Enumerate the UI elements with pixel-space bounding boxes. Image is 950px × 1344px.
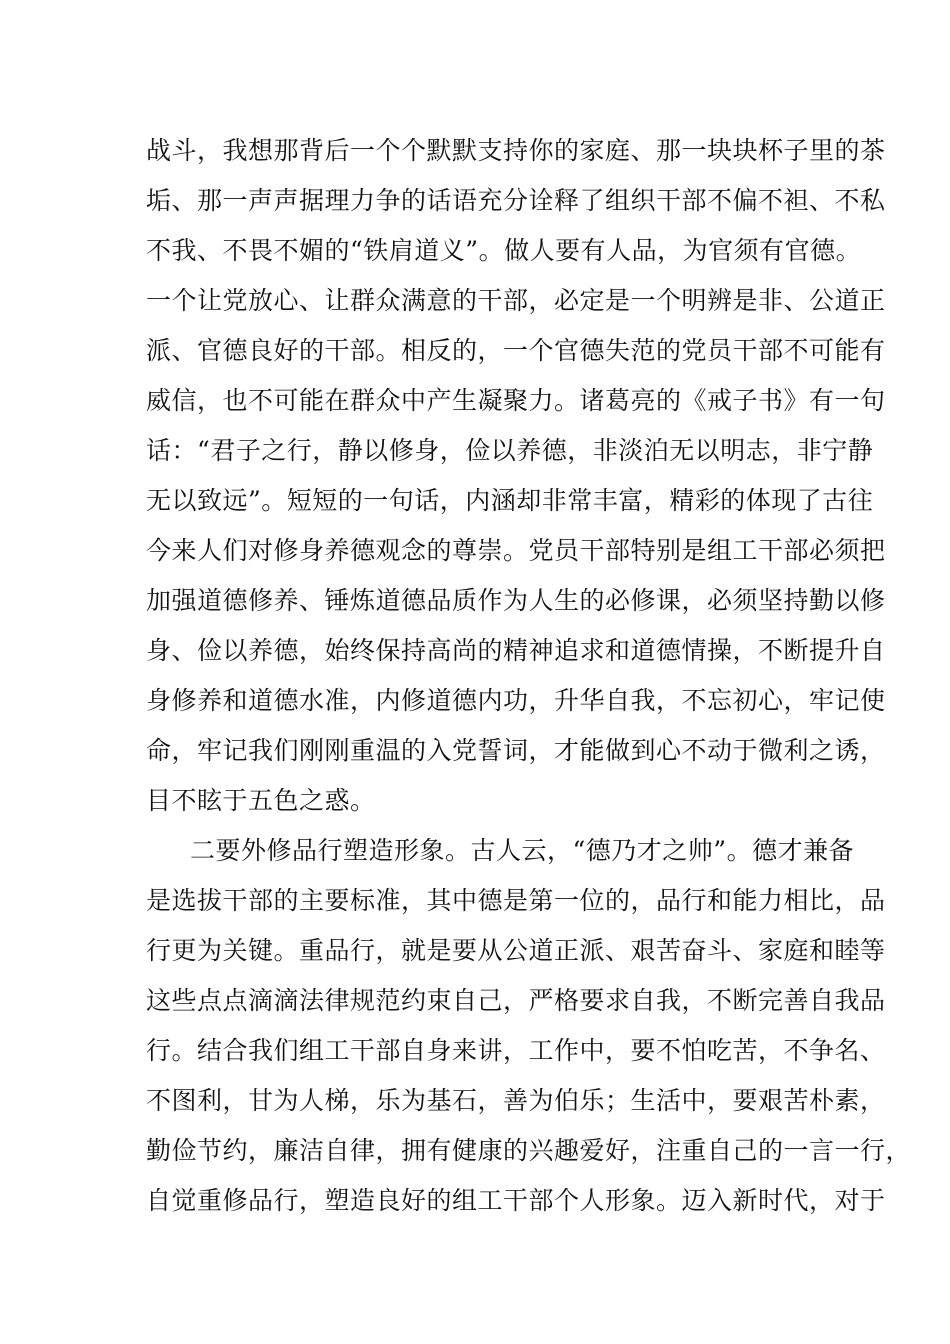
text-line: 是选拔干部的主要标准，其中德是第一位的，品行和能力相比，品	[146, 886, 886, 915]
text-line: 自觉重修品行，塑造良好的组工干部个人形象。迈入新时代，对于	[146, 1186, 886, 1215]
text-line: 一个让党放心、让群众满意的干部，必定是一个明辨是非、公道正	[146, 286, 886, 315]
text-line: 这些点点滴滴法律规范约束自己，严格要求自我，不断完善自我品	[146, 986, 886, 1015]
text-line: 加强道德修养、锤炼道德品质作为人生的必修课，必须坚持勤以修	[146, 586, 886, 615]
text-line: 不我、不畏不媚的“铁肩道义”。做人要有人品，为官须有官德。	[146, 236, 862, 265]
text-line: 威信，也不可能在群众中产生凝聚力。诸葛亮的《戒子书》有一句	[146, 386, 886, 415]
text-line: 战斗，我想那背后一个个默默支持你的家庭、那一块块杯子里的茶	[146, 136, 886, 165]
paragraph-first-line: 二要外修品行塑造形象。古人云，“德乃才之帅”。德才兼备	[190, 836, 855, 865]
text-line: 无以致远”。短短的一句话，内涵却非常丰富，精彩的体现了古往	[146, 486, 874, 515]
text-line: 今来人们对修身养德观念的尊崇。党员干部特别是组工干部必须把	[146, 536, 886, 565]
text-line: 垢、那一声声据理力争的话语充分诠释了组织干部不偏不袒、不私	[146, 186, 886, 215]
text-line: 命，牢记我们刚刚重温的入党誓词，才能做到心不动于微利之诱，	[146, 736, 886, 765]
text-line: 话：“君子之行，静以修身，俭以养德，非淡泊无以明志，非宁静	[146, 436, 874, 465]
text-line: 目不眩于五色之惑。	[146, 786, 376, 815]
text-line: 行。结合我们组工干部自身来讲，工作中，要不怕吃苦，不争名、	[146, 1036, 886, 1065]
text-line: 不图利，甘为人梯，乐为基石，善为伯乐；生活中，要艰苦朴素，	[146, 1086, 886, 1115]
text-line: 派、官德良好的干部。相反的，一个官德失范的党员干部不可能有	[146, 336, 886, 365]
text-line: 行更为关键。重品行，就是要从公道正派、艰苦奋斗、家庭和睦等	[146, 936, 886, 965]
text-line: 身、俭以养德，始终保持高尚的精神追求和道德情操，不断提升自	[146, 636, 886, 665]
text-line: 身修养和道德水准，内修道德内功，升华自我，不忘初心，牢记使	[146, 686, 886, 715]
text-line: 勤俭节约，廉洁自律，拥有健康的兴趣爱好，注重自己的一言一行，	[146, 1136, 912, 1165]
